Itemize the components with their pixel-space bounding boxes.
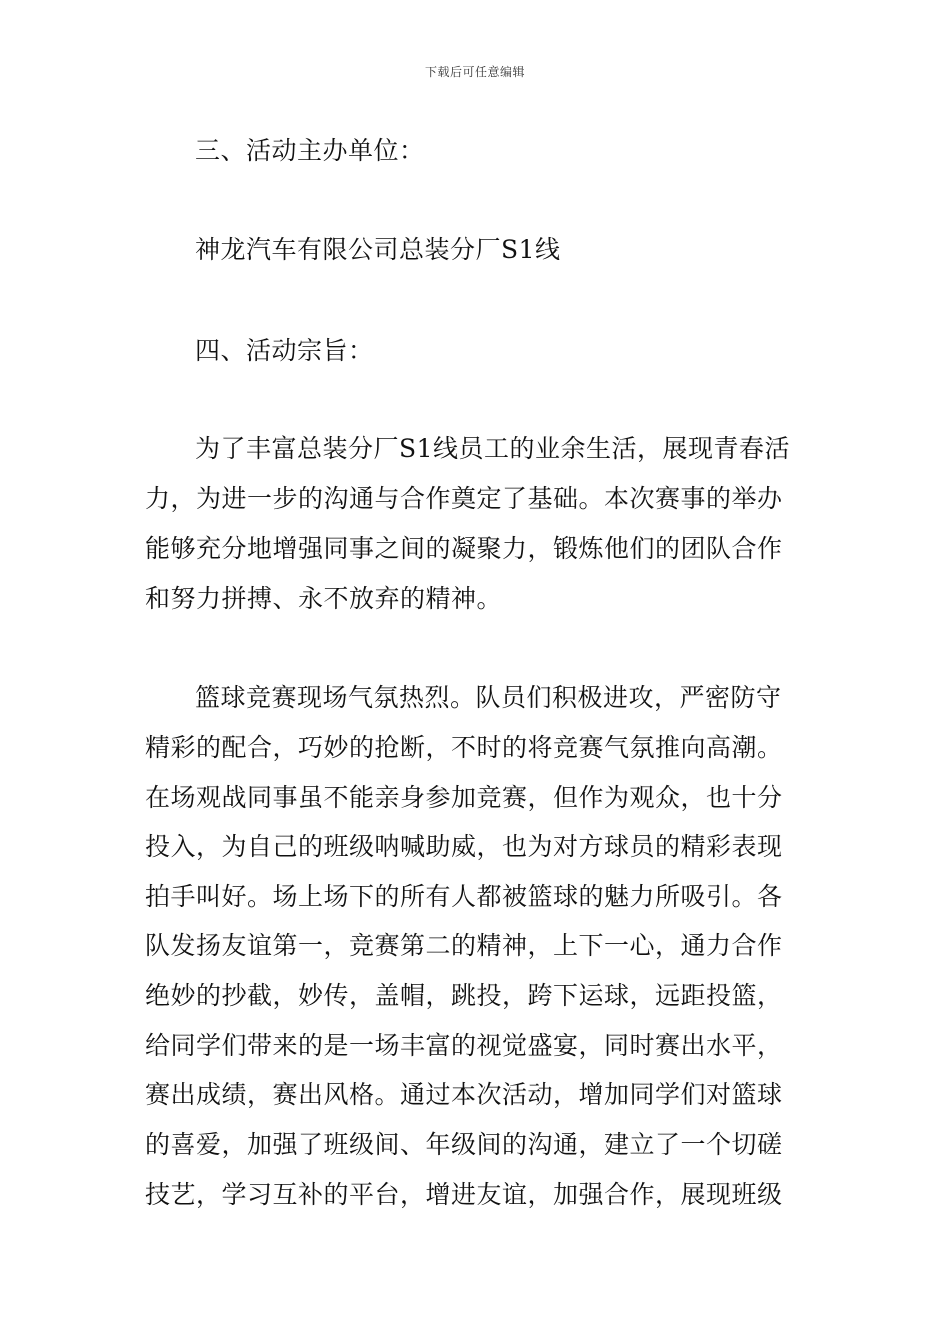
section-heading-organizer: 三、活动主办单位： — [195, 136, 425, 165]
paragraph-line: 精彩的配合，巧妙的抢断，不时的将竞赛气氛推向高潮。 — [145, 733, 783, 762]
paragraph-line: 力，为进一步的沟通与合作奠定了基础。本次赛事的举办 — [145, 484, 783, 513]
section-heading-purpose: 四、活动宗旨： — [195, 336, 374, 365]
page-header-note: 下载后可任意编辑 — [424, 65, 525, 79]
paragraph-line: 在场观战同事虽不能亲身参加竞赛，但作为观众，也十分 — [145, 783, 783, 812]
paragraph-line: 拍手叫好。场上场下的所有人都被篮球的魅力所吸引。各 — [145, 882, 783, 911]
paragraph-line: 能够充分地增强同事之间的凝聚力，锻炼他们的团队合作 — [145, 534, 783, 563]
paragraph-line: 为了丰富总装分厂S1线员工的业余生活，展现青春活 — [195, 434, 791, 463]
organizer-name: 神龙汽车有限公司总装分厂S1线 — [195, 235, 561, 264]
paragraph-line: 技艺，学习互补的平台，增进友谊，加强合作，展现班级 — [145, 1180, 783, 1209]
paragraph-line: 投入，为自己的班级呐喊助威，也为对方球员的精彩表现 — [145, 832, 783, 861]
paragraph-line: 绝妙的抄截，妙传，盖帽，跳投，跨下运球，远距投篮， — [145, 981, 783, 1010]
paragraph-line: 的喜爱，加强了班级间、年级间的沟通，建立了一个切磋 — [145, 1130, 783, 1159]
paragraph-line: 篮球竞赛现场气氛热烈。队员们积极进攻，严密防守 — [195, 683, 782, 712]
paragraph-line: 给同学们带来的是一场丰富的视觉盛宴，同时赛出水平， — [145, 1031, 783, 1060]
paragraph-line: 队发扬友谊第一，竞赛第二的精神，上下一心，通力合作 — [145, 931, 783, 960]
paragraph-line: 和努力拼搏、永不放弃的精神。 — [145, 584, 503, 613]
paragraph-line: 赛出成绩，赛出风格。通过本次活动，增加同学们对篮球 — [145, 1080, 783, 1109]
